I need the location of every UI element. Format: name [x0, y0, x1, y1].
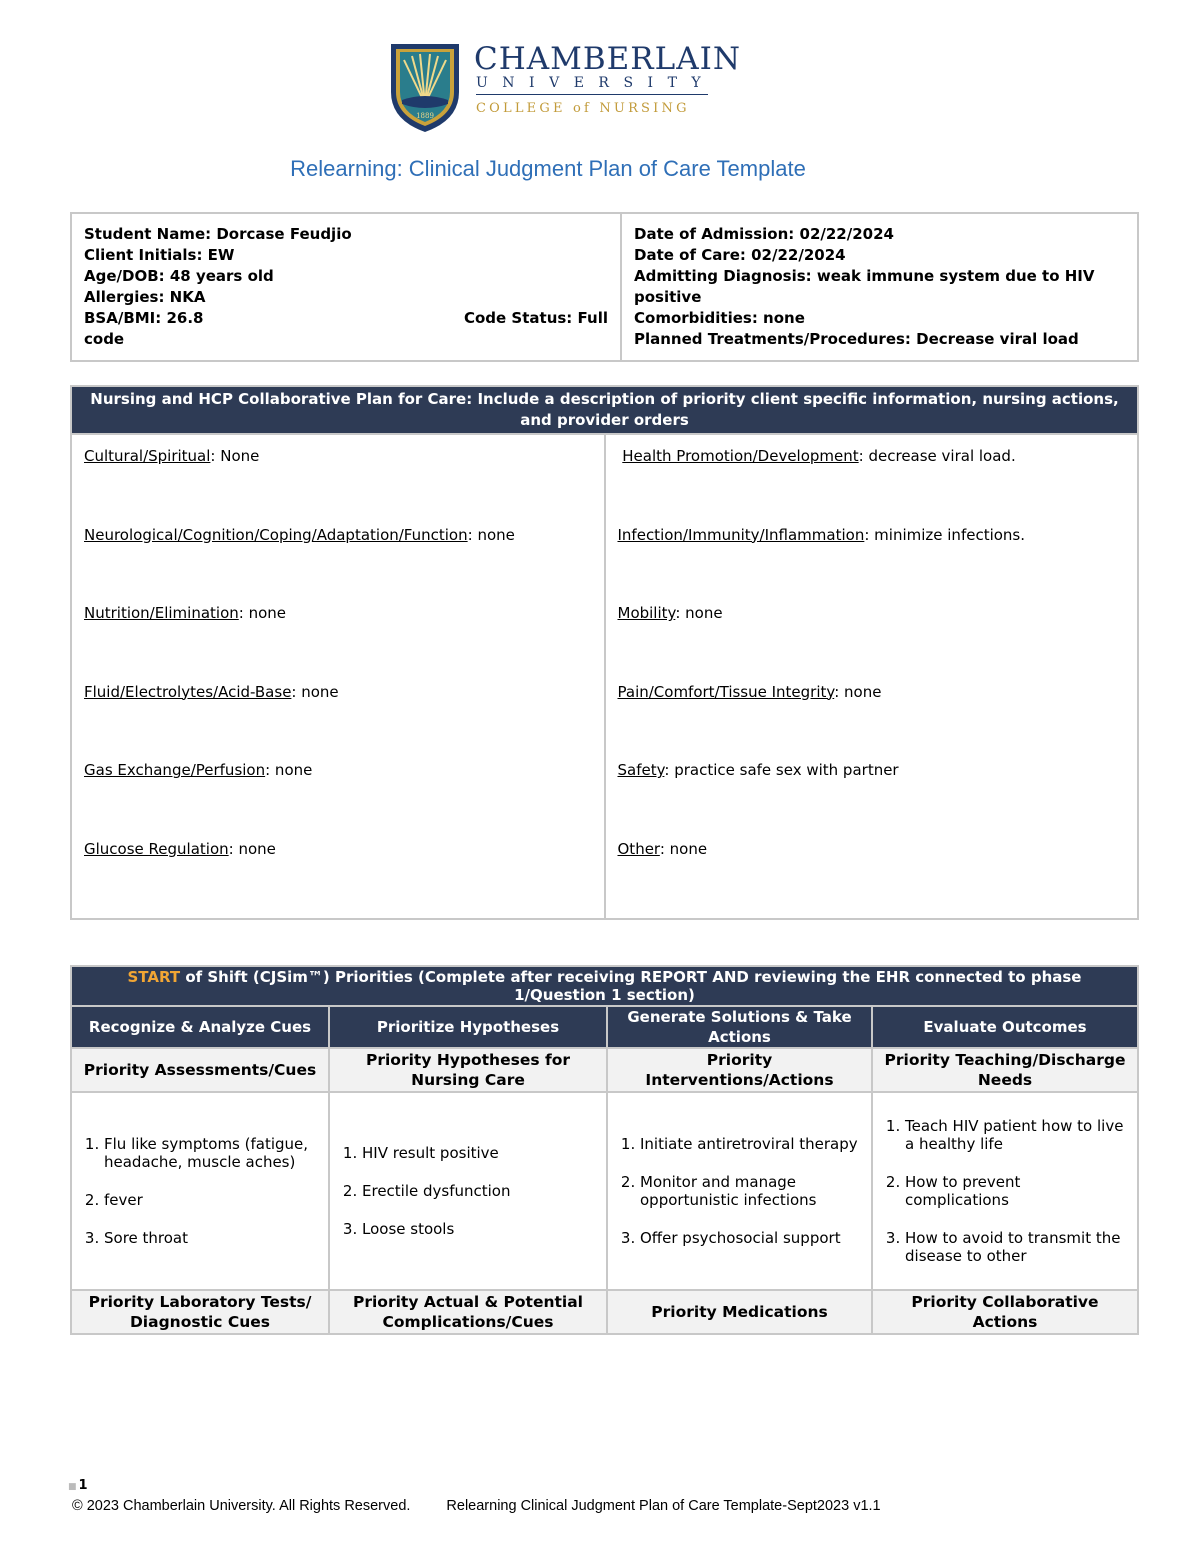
age-dob: Age/DOB: 48 years old [84, 267, 274, 285]
assessments-cell [71, 1092, 329, 1290]
teaching-cell [872, 1092, 1138, 1290]
student-info-left [71, 213, 621, 361]
document-title: Relearning: Clinical Judgment Plan of Care Template [290, 156, 806, 181]
start-of-shift-header [71, 966, 1138, 1006]
list-item: 2. Erectile dysfunction [362, 1182, 596, 1200]
shield-logo-icon [388, 42, 462, 134]
area-mobility: Mobility: none [617, 604, 723, 622]
chamberlain-logo [388, 41, 741, 137]
area-infection: Infection/Immunity/Inflammation: minimize infections. [617, 525, 1026, 544]
code-status: Code Status: Full [463, 309, 608, 327]
area-neurological: Neurological/Cognition/Coping/Adaptation/Function: none [84, 525, 515, 544]
list-item: 1. HIV result positive [362, 1144, 596, 1162]
col-recognize-analyze: Recognize & Analyze Cues [71, 1006, 329, 1048]
area-pain: Pain/Comfort/Tissue Integrity: none [617, 682, 882, 701]
list-item: 2. Monitor and manage opportunistic infections [640, 1173, 861, 1209]
list-item: 3. Offer psychosocial support [640, 1229, 861, 1247]
student-info-right [621, 213, 1138, 361]
list-item: 1. Initiate antiretroviral therapy [640, 1135, 861, 1153]
hypotheses-cell [329, 1092, 607, 1290]
allergies: Allergies: NKA [84, 288, 206, 306]
col-prioritize-hypotheses: Prioritize Hypotheses [329, 1006, 607, 1048]
area-cultural: Cultural/Spiritual: None [84, 447, 260, 465]
bsa-bmi: BSA/BMI: 26.8 [84, 309, 204, 327]
subhead-lab-tests: Priority Laboratory Tests/ Diagnostic Cues [71, 1290, 329, 1334]
assessments-list [82, 1135, 318, 1247]
planned-treatments: Planned Treatments/Procedures: Decrease viral load [634, 330, 1079, 348]
collaborative-plan-header: Nursing and HCP Collaborative Plan for Care: Include a description of priority client specific information, nursing actions, and provider orders [71, 386, 1138, 434]
page-footer [72, 1498, 881, 1514]
area-safety: Safety: practice safe sex with partner [617, 761, 899, 779]
logo-university: UNIVERSITY [476, 75, 716, 91]
subhead-assessments: Priority Assessments/Cues [71, 1048, 329, 1092]
list-item: 2. How to prevent complications [905, 1173, 1127, 1209]
code-status-cont: code [84, 330, 125, 348]
subhead-hypotheses: Priority Hypotheses for Nursing Care [329, 1048, 607, 1092]
collaborative-plan-table [70, 385, 1139, 920]
paragraph-marker-icon: ■ [68, 1482, 77, 1492]
page-number: ■ 1 [68, 1478, 88, 1493]
subhead-interventions: Priority Interventions/Actions [607, 1048, 872, 1092]
interventions-list [618, 1135, 861, 1247]
comorbidities: Comorbidities: none [634, 309, 805, 327]
area-nutrition: Nutrition/Elimination: none [84, 604, 287, 622]
list-item: 3. Loose stools [362, 1220, 596, 1238]
start-of-shift-table [70, 965, 1139, 1335]
date-of-care: Date of Care: 02/22/2024 [634, 246, 846, 264]
list-item: 1. Teach HIV patient how to live a healthy life [905, 1117, 1127, 1153]
area-glucose: Glucose Regulation: none [84, 839, 276, 858]
col-evaluate-outcomes: Evaluate Outcomes [872, 1006, 1138, 1048]
area-gas-exchange: Gas Exchange/Perfusion: none [84, 761, 313, 779]
hypotheses-list [340, 1144, 596, 1238]
teaching-list [883, 1117, 1127, 1265]
collab-right-column [605, 434, 1139, 919]
bsa-code-row [84, 308, 608, 329]
admitting-diagnosis: Admitting Diagnosis: weak immune system due to HIV positive [634, 267, 1095, 306]
list-item: 3. How to avoid to transmit the disease to other [905, 1229, 1127, 1265]
logo-college: COLLEGE of NURSING [476, 101, 690, 116]
col-generate-solutions: Generate Solutions & Take Actions [607, 1006, 872, 1048]
collab-left-column [71, 434, 605, 919]
start-header-text: of Shift (CJSim™) Priorities (Complete after receiving REPORT AND reviewing the EHR connected to phase 1/Question 1 section) [180, 968, 1082, 1004]
subhead-medications: Priority Medications [607, 1290, 872, 1334]
logo-name: CHAMBERLAIN [474, 41, 741, 77]
list-item: 3. Sore throat [104, 1229, 318, 1247]
area-other: Other: none [617, 839, 708, 858]
start-label: START [127, 968, 181, 986]
area-fluid: Fluid/Electrolytes/Acid-Base: none [84, 682, 339, 701]
footer-doc-name: Relearning Clinical Judgment Plan of Care Template-Sept2023 v1.1 [446, 1498, 881, 1514]
subhead-collaborative-actions: Priority Collaborative Actions [872, 1290, 1138, 1334]
subhead-teaching: Priority Teaching/Discharge Needs [872, 1048, 1138, 1092]
list-item: 2. fever [104, 1191, 318, 1209]
student-info-table [70, 212, 1139, 362]
footer-copyright: © 2023 Chamberlain University. All Rights Reserved. [72, 1498, 411, 1514]
date-of-admission: Date of Admission: 02/22/2024 [634, 225, 894, 243]
list-item: 1. Flu like symptoms (fatigue, headache, muscle aches) [104, 1135, 318, 1171]
interventions-cell [607, 1092, 872, 1290]
logo-divider [476, 94, 708, 95]
area-health-promotion: Health Promotion/Development: decrease viral load. [622, 447, 1016, 465]
svg-text:1889: 1889 [416, 112, 434, 120]
subhead-complications: Priority Actual & Potential Complications/Cues [329, 1290, 607, 1334]
student-name: Student Name: Dorcase Feudjio [84, 225, 352, 243]
client-initials: Client Initials: EW [84, 246, 235, 264]
